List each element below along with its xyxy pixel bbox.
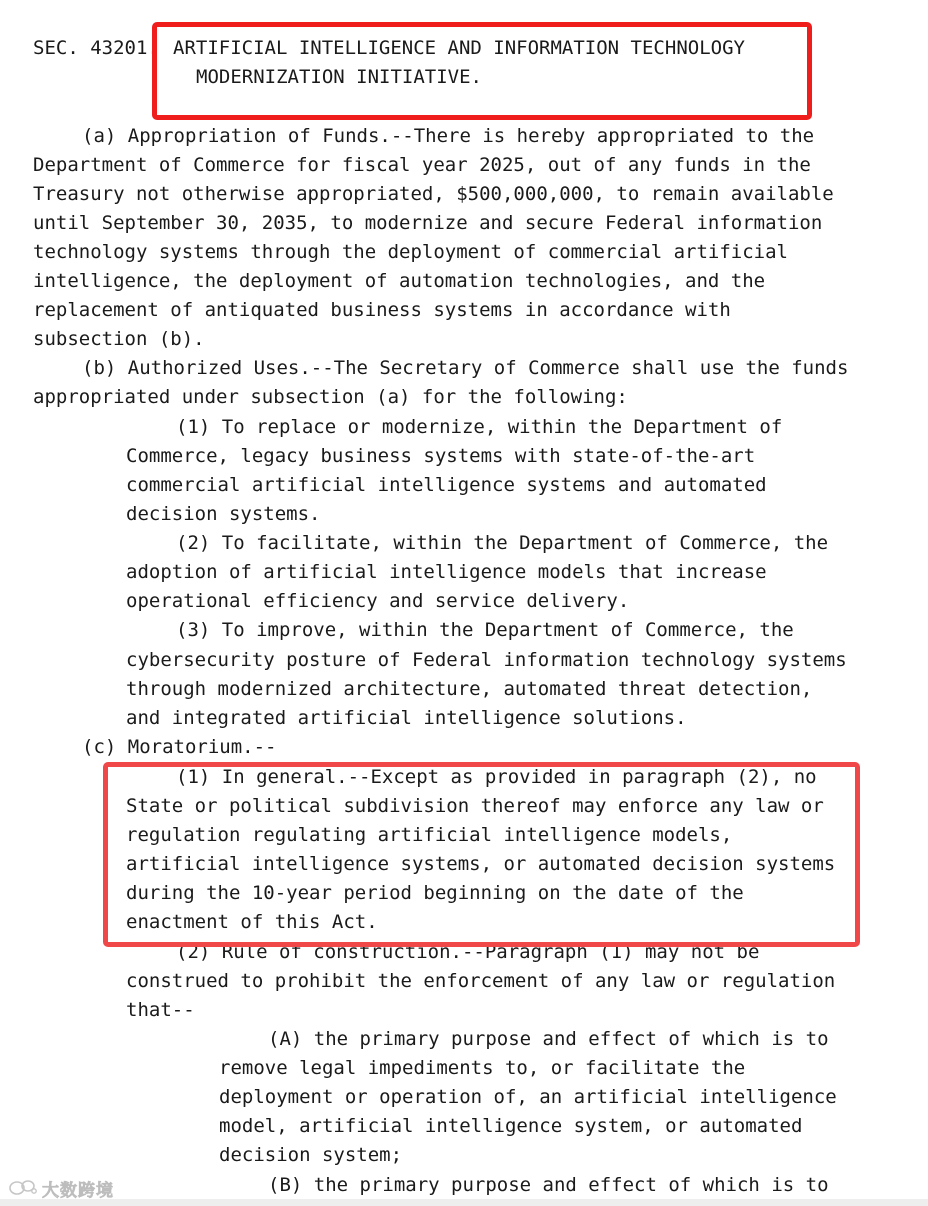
paragraph-b1-line: Commerce, legacy business systems with state-of-the-art bbox=[126, 445, 756, 467]
paragraph-b3-line: cybersecurity posture of Federal information technology systems bbox=[126, 649, 847, 671]
subsection-a-line: subsection (b). bbox=[33, 328, 205, 350]
paragraph-b2-line: adoption of artificial intelligence models that increase bbox=[126, 561, 767, 583]
subsection-a-line: replacement of antiquated business systems in accordance with bbox=[33, 299, 731, 321]
watermark-text: 大数跨境 bbox=[42, 1180, 114, 1201]
moratorium-p2-line: construed to prohibit the enforcement of any law or regulation bbox=[126, 970, 836, 992]
moratorium-p1-line: (1) In general.--Except as provided in paragraph (2), no bbox=[176, 766, 817, 788]
section-title-line-2: MODERNIZATION INITIATIVE. bbox=[196, 66, 482, 88]
section-number: SEC. 43201. bbox=[33, 37, 159, 59]
subsection-b-line: appropriated under subsection (a) for the following: bbox=[33, 386, 628, 408]
moratorium-p1-line: enactment of this Act. bbox=[126, 911, 378, 933]
subsection-c-heading: (c) Moratorium.-- bbox=[82, 736, 277, 758]
moratorium-p2-line: (2) Rule of construction.--Paragraph (1) may not be bbox=[176, 941, 760, 963]
moratorium-p2-line: that-- bbox=[126, 999, 195, 1021]
subsection-a-line: technology systems through the deployment of commercial artificial bbox=[33, 241, 788, 263]
paragraph-b2-line: operational efficiency and service delivery. bbox=[126, 590, 630, 612]
paragraph-b1-line: (1) To replace or modernize, within the Department of bbox=[176, 416, 783, 438]
paragraph-b1-line: decision systems. bbox=[126, 503, 321, 525]
moratorium-p1-line: regulation regulating artificial intelligence models, bbox=[126, 824, 733, 846]
moratorium-p1-line: State or political subdivision thereof may enforce any law or bbox=[126, 795, 824, 817]
paragraph-b3-line: through modernized architecture, automated threat detection, bbox=[126, 678, 813, 700]
subsection-a-line: intelligence, the deployment of automation technologies, and the bbox=[33, 270, 766, 292]
subsection-a-line: until September 30, 2035, to modernize and secure Federal information bbox=[33, 212, 823, 234]
paragraph-b3-line: (3) To improve, within the Department of Commerce, the bbox=[176, 619, 794, 641]
subparagraph-a-line: remove legal impediments to, or facilitate the bbox=[219, 1057, 746, 1079]
paragraph-b2-line: (2) To facilitate, within the Department of Commerce, the bbox=[176, 532, 829, 554]
subparagraph-a-line: decision system; bbox=[219, 1144, 403, 1166]
moratorium-p1-line: artificial intelligence systems, or automated decision systems bbox=[126, 853, 836, 875]
watermark-logo-icon bbox=[8, 1179, 38, 1197]
subsection-a-line: Department of Commerce for fiscal year 2025, out of any funds in the bbox=[33, 154, 811, 176]
subsection-a-line: (a) Appropriation of Funds.--There is hereby appropriated to the bbox=[82, 125, 815, 147]
subparagraph-b-line: (B) the primary purpose and effect of which is to bbox=[268, 1174, 829, 1196]
subparagraph-a-line: (A) the primary purpose and effect of which is to bbox=[268, 1028, 829, 1050]
section-title-line-1: ARTIFICIAL INTELLIGENCE AND INFORMATION TECHNOLOGY bbox=[173, 37, 745, 59]
bottom-strip bbox=[0, 1199, 928, 1206]
paragraph-b3-line: and integrated artificial intelligence solutions. bbox=[126, 707, 687, 729]
paragraph-b1-line: commercial artificial intelligence systems and automated bbox=[126, 474, 767, 496]
watermark bbox=[8, 1176, 114, 1200]
subparagraph-a-line: model, artificial intelligence system, or automated bbox=[219, 1115, 803, 1137]
subsection-a-line: Treasury not otherwise appropriated, $500,000,000, to remain available bbox=[33, 183, 834, 205]
subsection-b-line: (b) Authorized Uses.--The Secretary of Commerce shall use the funds bbox=[82, 357, 849, 379]
subparagraph-a-line: deployment or operation of, an artificial intelligence bbox=[219, 1086, 837, 1108]
moratorium-p1-line: during the 10-year period beginning on the date of the bbox=[126, 882, 744, 904]
